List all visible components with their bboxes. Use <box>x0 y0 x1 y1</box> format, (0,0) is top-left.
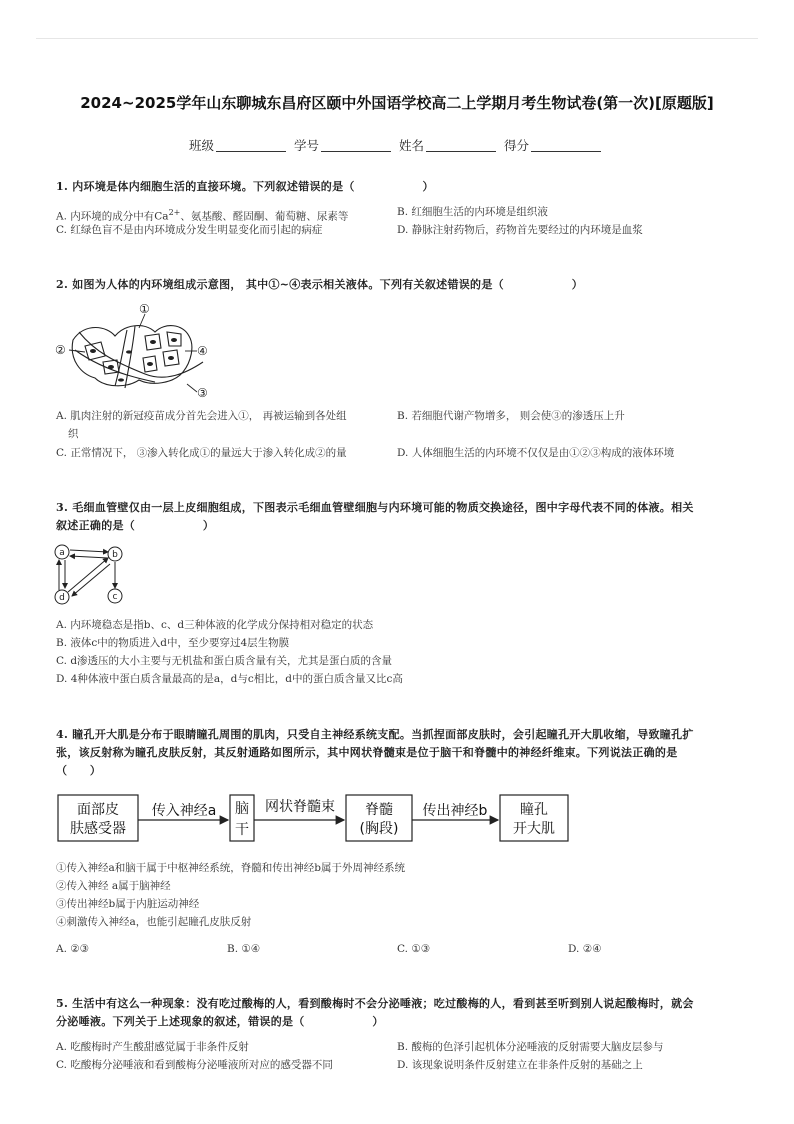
q2-label-1: ① <box>139 302 150 316</box>
name-blank[interactable] <box>426 151 496 152</box>
name-label: 姓名 <box>398 138 424 153</box>
q4-statement-2: ②传入神经 a属于脑神经 <box>56 880 171 892</box>
q5-stem-line2: 分泌唾液。下列关于上述现象的叙述，错误的是（ ） <box>56 1015 384 1028</box>
q2-label-2: ② <box>55 343 66 357</box>
q4-option-d[interactable]: D. ②④ <box>568 943 602 955</box>
q1-option-d[interactable]: D. 静脉注射药物后，药物首先要经过的内环境是血浆 <box>397 224 643 236</box>
student-info-line <box>0 136 794 154</box>
flow-box1-line2: 肤感受器 <box>70 821 126 837</box>
q2-option-a-line2: 织 <box>68 428 79 440</box>
q1-option-a-pre: A. 内环境的成分中有Ca <box>56 210 169 223</box>
q2-label-3: ③ <box>197 386 208 400</box>
q2-option-d[interactable]: D. 人体细胞生活的内环境不仅仅是由①②③构成的液体环境 <box>397 447 675 459</box>
page-title: 2024~2025学年山东聊城东昌府区颐中外国语学校高二上学期月考生物试卷(第一次)[原题版] <box>80 94 714 112</box>
q1-option-a-sup: 2+ <box>168 208 181 217</box>
q2-option-b[interactable]: B. 若细胞代谢产物增多， 则会使③的渗透压上升 <box>397 410 625 422</box>
flow-box1-line1: 面部皮 <box>77 802 119 818</box>
q4-statement-3: ③传出神经b属于内脏运动神经 <box>56 898 200 910</box>
score-blank[interactable] <box>531 151 601 152</box>
q2-option-c[interactable]: C. 正常情况下， ③渗入转化成①的量远大于渗入转化成②的量 <box>56 447 347 459</box>
flow-box3-line1: 脊髓 <box>365 802 393 818</box>
q4-statement-1: ①传入神经a和脑干属于中枢神经系统，脊髓和传出神经b属于外周神经系统 <box>56 862 405 874</box>
q2-option-a-line1[interactable]: A. 肌肉注射的新冠疫苗成分首先会进入①， 再被运输到各处组 <box>56 410 347 422</box>
internal-environment-diagram <box>55 302 215 400</box>
flow-box2-line1: 脑 <box>235 801 249 817</box>
flow-arrow1-label: 传入神经a <box>151 803 217 819</box>
q4-statement-4: ④刺激传入神经a，也能引起瞳孔皮肤反射 <box>56 916 252 928</box>
node-c: c <box>112 592 118 602</box>
flow-arrow3-label: 传出神经b <box>422 803 488 819</box>
q1-option-b[interactable]: B. 红细胞生活的内环境是组织液 <box>397 206 548 218</box>
node-d: d <box>59 593 65 603</box>
q3-option-d[interactable]: D. 4种体液中蛋白质含量最高的是a，d与c相比，d中的蛋白质含量又比c高 <box>56 673 403 685</box>
reflex-pathway-diagram <box>56 793 576 845</box>
id-blank[interactable] <box>321 151 391 152</box>
q4-stem-line2: 张，该反射称为瞳孔皮肤反射，其反射通路如图所示，其中网状脊髓束是位于脑干和脊髓中的神经纤维束。下列说法正确的是 <box>56 746 678 759</box>
q3-stem-line2: 叙述正确的是（ ） <box>56 519 215 532</box>
class-blank[interactable] <box>216 151 286 152</box>
q5-option-a[interactable]: A. 吃酸梅时产生酸甜感觉属于非条件反射 <box>56 1041 249 1053</box>
q4-stem-line1: 4. 瞳孔开大肌是分布于眼睛瞳孔周围的肌肉，只受自主神经系统支配。当抓捏面部皮肤时，会引起瞳孔开大肌收缩，导致瞳孔扩 <box>56 728 694 741</box>
flow-box4-line1: 瞳孔 <box>520 802 548 818</box>
q4-option-c[interactable]: C. ①③ <box>397 943 431 955</box>
flow-arrow2-label: 网状脊髓束 <box>265 799 335 815</box>
flow-box3-line2: (胸段) <box>359 821 399 837</box>
body-fluid-exchange-diagram <box>52 542 132 608</box>
id-label: 学号 <box>293 138 319 153</box>
q5-option-c[interactable]: C. 吃酸梅分泌唾液和看到酸梅分泌唾液所对应的感受器不同 <box>56 1059 333 1071</box>
q4-option-a[interactable]: A. ②③ <box>56 943 90 955</box>
node-b: b <box>112 550 118 560</box>
q1-option-c[interactable]: C. 红绿色盲不是由内环境成分发生明显变化而引起的病症 <box>56 224 323 236</box>
q1-stem: 1. 内环境是体内细胞生活的直接环境。下列叙述错误的是（ ） <box>56 180 434 193</box>
q2-label-4: ④ <box>197 344 208 358</box>
node-a: a <box>59 548 65 558</box>
q2-stem: 2. 如图为人体的内环境组成示意图， 其中①~④表示相关液体。下列有关叙述错误的是（ ） <box>56 278 584 291</box>
q4-option-b[interactable]: B. ①④ <box>227 943 261 955</box>
q5-option-b[interactable]: B. 酸梅的色泽引起机体分泌唾液的反射需要大脑皮层参与 <box>397 1041 664 1053</box>
flow-box2-line2: 干 <box>235 822 249 838</box>
q3-option-a[interactable]: A. 内环境稳态是指b、c、d三种体液的化学成分保持相对稳定的状态 <box>56 619 374 631</box>
score-label: 得分 <box>503 138 529 153</box>
q4-stem-line3: （ ） <box>56 764 102 777</box>
class-label: 班级 <box>188 138 214 153</box>
q1-option-a-post: 、氨基酸、醛固酮、葡萄糖、尿素等 <box>180 210 349 223</box>
q3-stem-line1: 3. 毛细血管壁仅由一层上皮细胞组成，下图表示毛细血管壁细胞与内环境可能的物质交换途径，图中字母代表不同的体液。相关 <box>56 501 694 514</box>
q3-option-c[interactable]: C. d渗透压的大小主要与无机盐和蛋白质含量有关，尤其是蛋白质的含量 <box>56 655 393 667</box>
q5-stem-line1: 5. 生活中有这么一种现象：没有吃过酸梅的人，看到酸梅时不会分泌唾液；吃过酸梅的人，看到甚至听到别人说起酸梅时，就会 <box>56 997 694 1010</box>
header-rule <box>36 38 758 39</box>
q3-option-b[interactable]: B. 液体c中的物质进入d中，至少要穿过4层生物膜 <box>56 637 290 649</box>
q5-option-d[interactable]: D. 该现象说明条件反射建立在非条件反射的基础之上 <box>397 1059 643 1071</box>
q1-option-a[interactable] <box>56 205 348 225</box>
flow-box4-line2: 开大肌 <box>513 821 555 837</box>
